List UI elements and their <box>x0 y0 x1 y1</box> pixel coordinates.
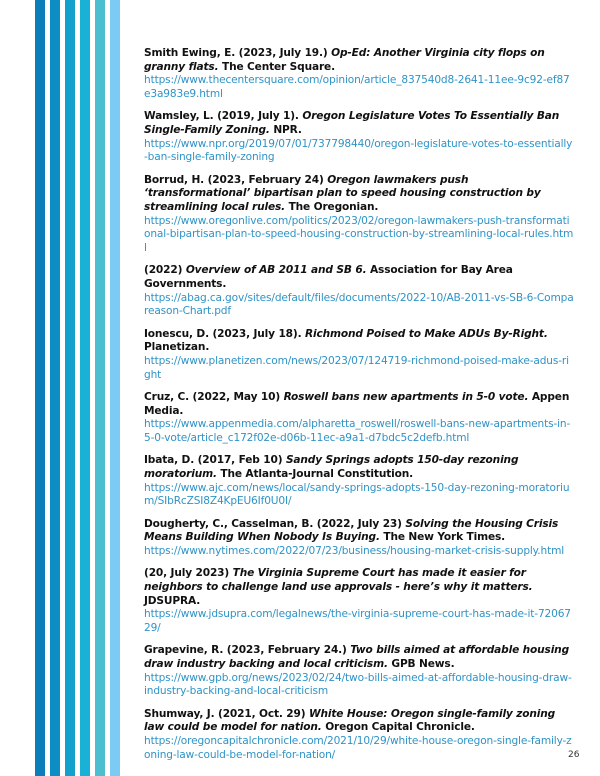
reference-link[interactable]: https://www.ajc.com/news/local/sandy-springs-adopts-150-day-rezoning-moratorium/SIbRcZSI8Z4KpEU6If0U0I/ <box>144 481 570 508</box>
reference-entry <box>144 174 574 256</box>
reference-entry <box>144 110 574 165</box>
citation-author-date: (2022) <box>144 264 186 277</box>
citation-source: The New York Times. <box>379 531 506 544</box>
citation-author-date: Smith Ewing, E. (2023, July 19.) <box>144 47 332 59</box>
citation-author-date: Cruz, C. (2022, May 10) <box>144 390 284 403</box>
reference-link[interactable]: https://www.nytimes.com/2022/07/23/business/housing-market-crisis-supply.html <box>144 545 565 557</box>
page-number: 26 <box>568 750 580 760</box>
citation-source: The Atlanta-Journal Constitution. <box>216 467 414 480</box>
citation-author-date: Shumway, J. (2021, Oct. 29) <box>144 707 309 720</box>
reference-list <box>144 47 574 771</box>
citation <box>144 328 548 354</box>
citation-title: White House: Oregon single-family zoning law could be model for nation. <box>144 707 556 734</box>
reference-entry <box>144 567 574 636</box>
citation-source: NPR. <box>269 124 302 137</box>
citation-source: Oregon Capital Chronicle. <box>321 721 475 734</box>
reference-link[interactable]: https://www.oregonlive.com/politics/2023/02/oregon-lawmakers-push-transformational-bipartisan-plan-to-speed-housing-construction-by-streamlining-local-rules.html <box>144 214 574 255</box>
citation <box>144 518 558 544</box>
citation-source: GPB News. <box>387 657 455 670</box>
citation-title: Overview of AB 2011 and SB 6. <box>185 264 367 277</box>
citation-author-date: Grapevine, R. (2023, February 24.) <box>144 644 351 657</box>
stripe-4 <box>80 0 90 776</box>
citation <box>144 391 569 417</box>
citation <box>144 567 533 606</box>
reference-link[interactable]: https://www.appenmedia.com/alpharetta_roswell/roswell-bans-new-apartments-in-5-0-vote/article_c172f02e-d06b-11ec-a9a1-d7bdc5c2defb.html <box>144 418 571 445</box>
reference-link[interactable]: https://www.thecentersquare.com/opinion/article_837540d8-2641-11ee-9c92-ef87e3a983e9.html <box>144 74 570 101</box>
stripe-2 <box>50 0 60 776</box>
citation <box>144 454 518 480</box>
reference-entry <box>144 644 574 699</box>
citation-author-date: Ionescu, D. (2023, July 18). <box>144 327 305 340</box>
citation <box>144 644 569 670</box>
citation-author-date: Borrud, H. (2023, February 24) <box>144 173 328 186</box>
reference-entry <box>144 47 574 102</box>
reference-entry <box>144 328 574 383</box>
stripe-3 <box>65 0 75 776</box>
citation-source: The Oregonian. <box>285 201 379 214</box>
reference-entry <box>144 518 574 559</box>
citation-author-date: Dougherty, C., Casselman, B. (2022, July 23) <box>144 517 406 530</box>
reference-link[interactable]: https://www.npr.org/2019/07/01/737798440/oregon-legislature-votes-to-essentially-ban-single-family-zoning <box>144 137 573 164</box>
reference-entry <box>144 454 574 509</box>
reference-link[interactable]: https://www.gpb.org/news/2023/02/24/two-bills-aimed-at-affordable-housing-draw-industry-backing-and-local-criticism <box>144 671 572 698</box>
citation-title: Oregon Legislature Votes To Essentially Ban Single-Family Zoning. <box>144 110 560 137</box>
reference-link[interactable]: https://www.jdsupra.com/legalnews/the-virginia-supreme-court-has-made-it-7206729/ <box>144 608 571 635</box>
citation <box>144 264 513 290</box>
citation-author-date: (20, July 2023) <box>144 567 233 580</box>
reference-entry <box>144 391 574 446</box>
citation-title: Op-Ed: Another Virginia city flops on granny flats. <box>144 47 545 73</box>
reference-entry <box>144 264 574 319</box>
citation-source: JDSUPRA. <box>144 594 201 607</box>
decorative-stripes <box>0 0 130 776</box>
citation <box>144 110 559 136</box>
citation-source: Planetizan. <box>144 341 210 354</box>
reference-entry <box>144 708 574 763</box>
citation-source: Association for Bay Area Governments. <box>144 264 513 291</box>
citation-source: The Center Square. <box>218 60 335 73</box>
citation-title: Sandy Springs adopts 150-day rezoning moratorium. <box>144 454 519 480</box>
citation-title: Roswell bans new apartments in 5-0 vote. <box>283 390 529 403</box>
reference-link[interactable]: https://oregoncapitalchronicle.com/2021/10/29/white-house-oregon-single-family-zoning-law-could-be-model-for-nation/ <box>144 734 572 761</box>
citation-title: The Virginia Supreme Court has made it easier for neighbors to challenge land use approvals - here’s why it matters. <box>144 567 533 593</box>
citation-author-date: Wamsley, L. (2019, July 1). <box>144 110 303 123</box>
citation-title: Two bills aimed at affordable housing draw industry backing and local criticism. <box>144 644 570 670</box>
citation <box>144 708 555 734</box>
citation-author-date: Ibata, D. (2017, Feb 10) <box>144 454 286 467</box>
stripe-1 <box>35 0 45 776</box>
citation <box>144 174 541 213</box>
citation-source: Appen Media. <box>144 390 570 417</box>
citation-title: Oregon lawmakers push ‘transformational’ bipartisan plan to speed housing construction by streamlining local rules. <box>144 173 541 214</box>
citation-title: Solving the Housing Crisis Means Building When Nobody Is Buying. <box>144 517 559 544</box>
stripe-5 <box>95 0 105 776</box>
citation <box>144 47 545 73</box>
citation-title: Richmond Poised to Make ADUs By-Right. <box>305 327 548 340</box>
reference-link[interactable]: https://www.planetizen.com/news/2023/07/124719-richmond-poised-make-adus-right <box>144 355 569 381</box>
reference-link[interactable]: https://abag.ca.gov/sites/default/files/documents/2022-10/AB-2011-vs-SB-6-Compareason-Chart.pdf <box>144 291 574 318</box>
stripe-6 <box>110 0 120 776</box>
